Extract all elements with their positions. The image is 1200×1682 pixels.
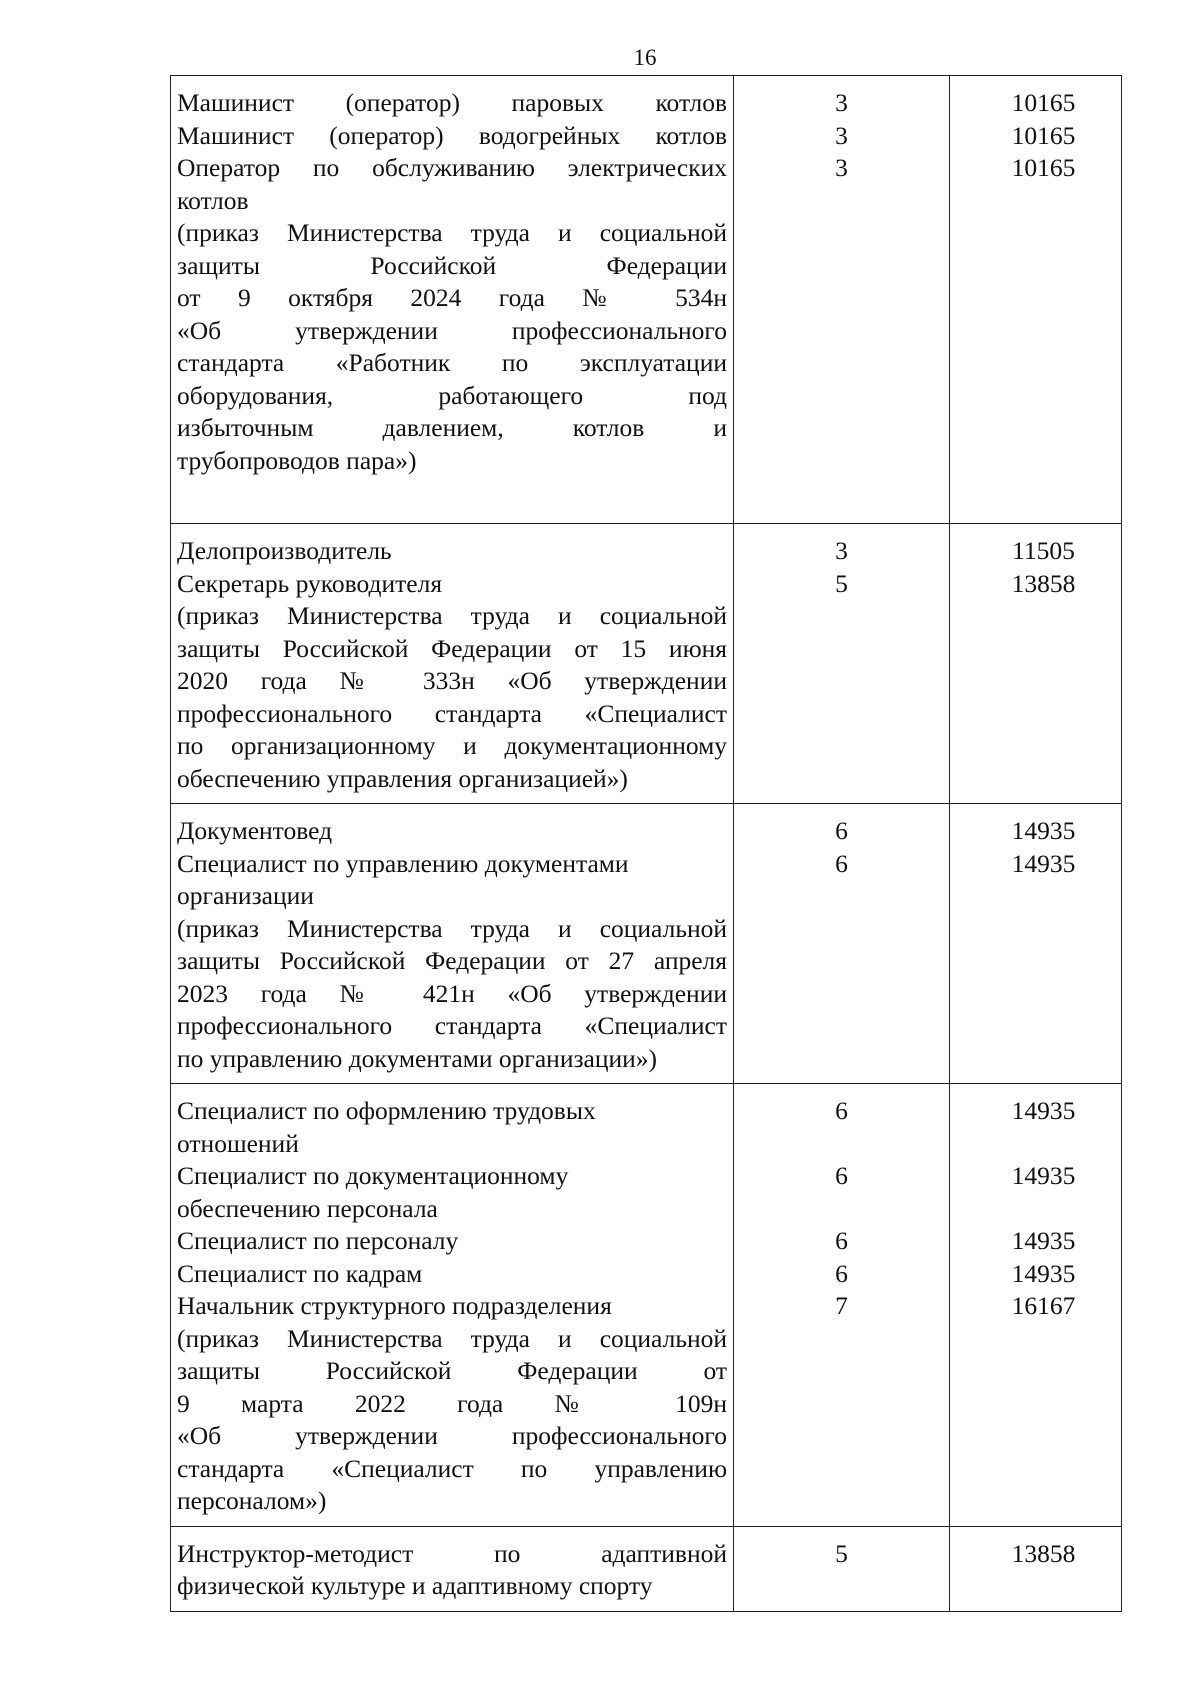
profession-text-line: Специалист по кадрам	[177, 1258, 423, 1288]
profession-text-line: (приказ Министерства труда и социальной	[177, 1323, 727, 1353]
profession-code: 14935	[1011, 1096, 1076, 1125]
profession-text-line: обеспечению управления организацией»)	[177, 763, 628, 793]
code-cell	[950, 1526, 1122, 1611]
profession-text-line: организации	[177, 881, 314, 910]
profession-cell	[171, 1526, 734, 1611]
profession-text-line: Специалист по управлению документами	[177, 848, 629, 878]
qualification-level: 3	[835, 88, 848, 117]
table-row	[171, 1084, 1122, 1527]
profession-text-line: физической культуре и адаптивному спорту	[177, 1571, 653, 1600]
profession-text-line: «Об утверждении профессионального	[177, 315, 727, 345]
profession-code: 11505	[1012, 536, 1075, 565]
profession-code: 14935	[1011, 816, 1076, 845]
qualification-level: 6	[835, 848, 848, 878]
profession-text-line: (приказ Министерства труда и социальной	[177, 218, 727, 247]
qualification-level: 3	[835, 153, 848, 182]
qualification-level-cell	[734, 524, 950, 804]
profession-text-line: (приказ Министерства труда и социальной	[177, 913, 727, 943]
profession-text-line: Секретарь руководителя	[177, 568, 443, 598]
profession-code	[972, 1193, 1115, 1226]
profession-text-line: Машинист (оператор) паровых котлов	[177, 88, 727, 117]
profession-text-line: Инструктор-методист по адаптивной	[177, 1538, 727, 1568]
profession-text-line: по управлению документами организации»)	[177, 1043, 658, 1073]
profession-text-line: 9 марта 2022 года № 109н	[177, 1388, 727, 1418]
page-number: 16	[633, 45, 657, 70]
qualification-level	[740, 1128, 943, 1161]
code-cell	[950, 524, 1122, 804]
profession-text-line: Машинист (оператор) водогрейных котлов	[177, 120, 727, 150]
qualification-level: 6	[835, 1096, 848, 1125]
profession-text-line: от 9 октября 2024 года № 534н	[177, 283, 727, 312]
profession-code: 14935	[1011, 848, 1076, 878]
profession-text-line: оборудования, работающего под	[177, 380, 727, 410]
code-cell	[950, 1084, 1122, 1527]
profession-text-line: Оператор по обслуживанию электрических	[177, 153, 727, 182]
profession-code: 16167	[1011, 1291, 1076, 1320]
profession-code: 14935	[1011, 1258, 1076, 1288]
qualification-level: 3	[835, 120, 848, 150]
profession-text-line: Делопроизводитель	[177, 536, 392, 565]
profession-text-line: Специалист по документационному	[177, 1161, 569, 1190]
profession-text-line: профессионального стандарта «Специалист	[177, 1011, 727, 1040]
qualification-level: 5	[835, 568, 848, 598]
profession-text-line: избыточным давлением, котлов и	[177, 413, 727, 442]
qualification-level-cell	[734, 804, 950, 1084]
profession-text-line: обеспечению персонала	[177, 1193, 438, 1223]
profession-text-line: по организационному и документационному	[177, 731, 727, 760]
profession-text-line: Специалист по оформлению трудовых	[177, 1096, 596, 1125]
profession-text-line: (приказ Министерства труда и социальной	[177, 601, 727, 630]
profession-cell	[171, 804, 734, 1084]
table-row	[171, 1526, 1122, 1611]
table-row	[171, 524, 1122, 804]
profession-text-line: трубопроводов пара»)	[177, 445, 417, 475]
qualification-level	[740, 1193, 943, 1226]
profession-text-line: персоналом»)	[177, 1486, 327, 1515]
profession-text-line: Специалист по персоналу	[177, 1226, 459, 1255]
profession-text-line: защиты Российской Федерации от 27 апреля	[177, 946, 727, 975]
professions-table	[170, 75, 1122, 1612]
profession-text-line: Документовед	[177, 816, 333, 845]
profession-code: 10165	[1011, 153, 1076, 182]
profession-text-line: защиты Российской Федерации	[177, 250, 727, 280]
qualification-level: 6	[835, 1226, 848, 1255]
table-body	[171, 76, 1122, 1612]
profession-text-line: 2023 года № 421н «Об утверждении	[177, 978, 727, 1008]
qualification-level: 6	[835, 816, 848, 845]
profession-cell	[171, 524, 734, 804]
code-cell	[950, 76, 1122, 524]
profession-text-line: стандарта «Специалист по управлению	[177, 1453, 727, 1483]
profession-text-line: отношений	[177, 1128, 299, 1158]
profession-code	[972, 1128, 1115, 1161]
qualification-level-cell	[734, 1526, 950, 1611]
profession-text-line: котлов	[177, 185, 249, 215]
profession-text-line: защиты Российской Федерации от 15 июня	[177, 633, 727, 663]
profession-text-line: защиты Российской Федерации от	[177, 1356, 727, 1385]
profession-cell	[171, 1084, 734, 1527]
profession-text-line: профессионального стандарта «Специалист	[177, 698, 727, 728]
qualification-level-cell	[734, 1084, 950, 1527]
profession-text-line: Начальник структурного подразделения	[177, 1291, 612, 1320]
qualification-level-cell	[734, 76, 950, 524]
qualification-level: 6	[835, 1258, 848, 1288]
qualification-level: 5	[835, 1538, 848, 1568]
profession-cell	[171, 76, 734, 524]
profession-code: 14935	[1011, 1161, 1076, 1190]
profession-code: 13858	[1011, 568, 1076, 598]
profession-code: 13858	[1011, 1538, 1076, 1568]
profession-text-line: «Об утверждении профессионального	[177, 1421, 727, 1450]
table-row	[171, 804, 1122, 1084]
qualification-level: 3	[835, 536, 848, 565]
code-cell	[950, 804, 1122, 1084]
profession-code: 14935	[1011, 1226, 1076, 1255]
profession-code: 10165	[1011, 88, 1076, 117]
qualification-level: 7	[835, 1291, 848, 1320]
table-row	[171, 76, 1122, 524]
profession-code: 10165	[1011, 120, 1076, 150]
profession-text-line: стандарта «Работник по эксплуатации	[177, 348, 727, 377]
profession-text-line: 2020 года № 333н «Об утверждении	[177, 666, 727, 695]
qualification-level: 6	[835, 1161, 848, 1190]
